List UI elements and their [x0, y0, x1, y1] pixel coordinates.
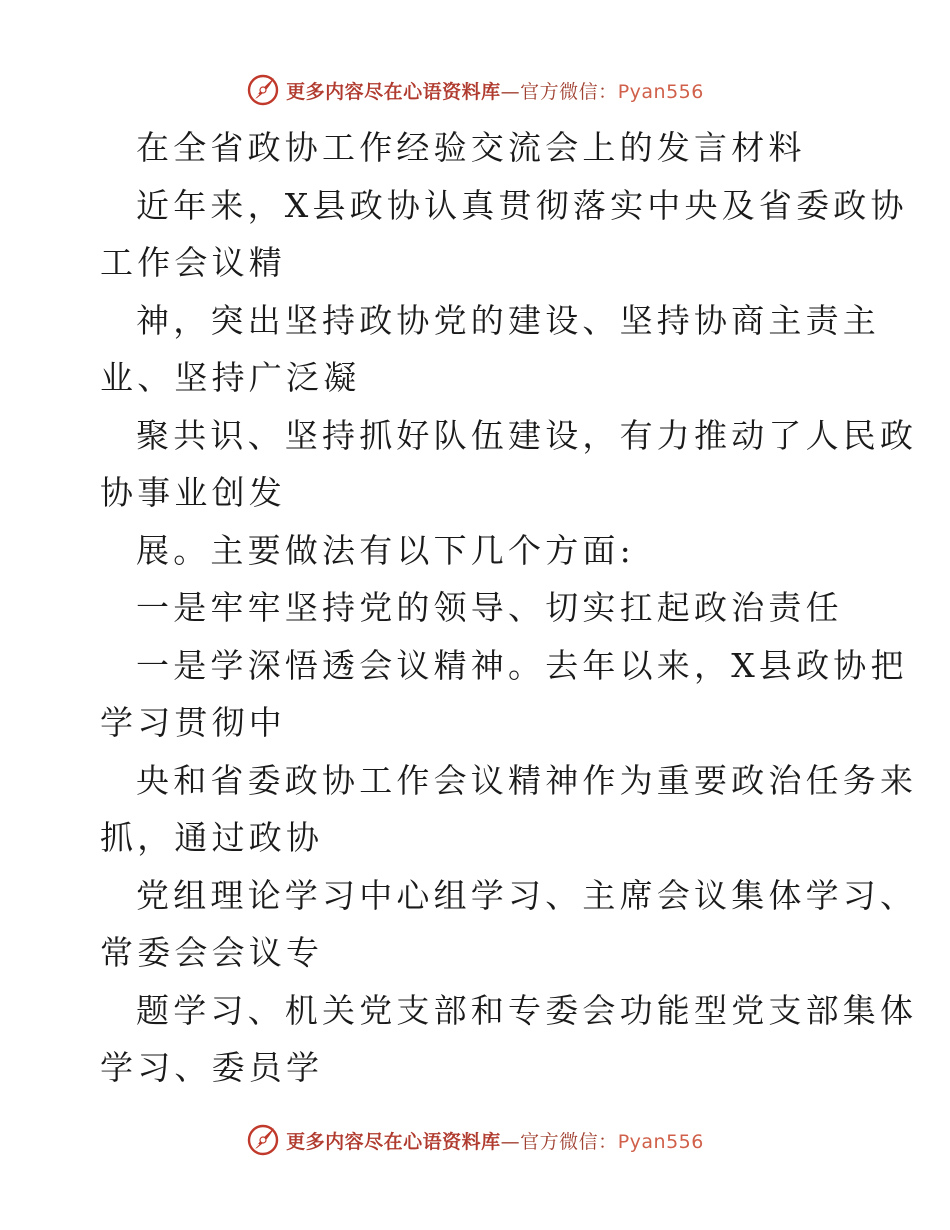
watermark-label: 官方微信：: [520, 1130, 618, 1153]
doc-section-heading: 一是牢牢坚持党的领导、切实扛起政治责任: [136, 588, 843, 627]
watermark-separator: —: [500, 80, 521, 103]
watermark-separator: —: [500, 1130, 521, 1153]
watermark-main-text: 更多内容尽在心语资料库: [286, 80, 501, 103]
watermark-text: [286, 1127, 704, 1154]
doc-line: 央和省委政协工作会议精神作为重要政治任务来: [136, 760, 918, 800]
document-body: [0, 119, 950, 1097]
doc-title: 在全省政协工作经验交流会上的发言材料: [136, 128, 806, 167]
doc-line: 抓，通过政协: [100, 818, 324, 857]
quill-pen-logo-icon: [246, 73, 280, 107]
doc-line: 展。主要做法有以下几个方面:: [136, 530, 635, 570]
doc-line: 协事业创发: [100, 473, 286, 512]
watermark-text: [286, 77, 704, 104]
watermark-main-text: 更多内容尽在心语资料库: [286, 1130, 501, 1153]
doc-line: 题学习、机关党支部和专委会功能型党支部集体: [136, 990, 918, 1030]
doc-line: 常委会会议专: [100, 933, 324, 972]
doc-line: 学习贯彻中: [100, 703, 286, 742]
doc-line: 业、坚持广泛凝: [100, 358, 361, 397]
doc-line: 党组理论学习中心组学习、主席会议集体学习、: [136, 875, 918, 915]
watermark-banner-bottom: [0, 1120, 950, 1160]
doc-line: 聚共识、坚持抓好队伍建设，有力推动了人民政: [136, 415, 918, 455]
doc-line: 工作会议精: [100, 243, 286, 282]
watermark-banner-top: [0, 70, 950, 110]
doc-line: 神，突出坚持政协党的建设、坚持协商主责主: [136, 300, 880, 340]
doc-line: 学习、委员学: [100, 1048, 324, 1087]
doc-line: 一是学深悟透会议精神。去年以来，X县政协把: [136, 645, 908, 685]
doc-line: 近年来，X县政协认真贯彻落实中央及省委政协: [136, 185, 908, 225]
watermark-label: 官方微信：: [520, 80, 618, 103]
quill-pen-logo-icon: [246, 1123, 280, 1157]
watermark-id: Pyan556: [617, 80, 704, 103]
watermark-id: Pyan556: [617, 1130, 704, 1153]
